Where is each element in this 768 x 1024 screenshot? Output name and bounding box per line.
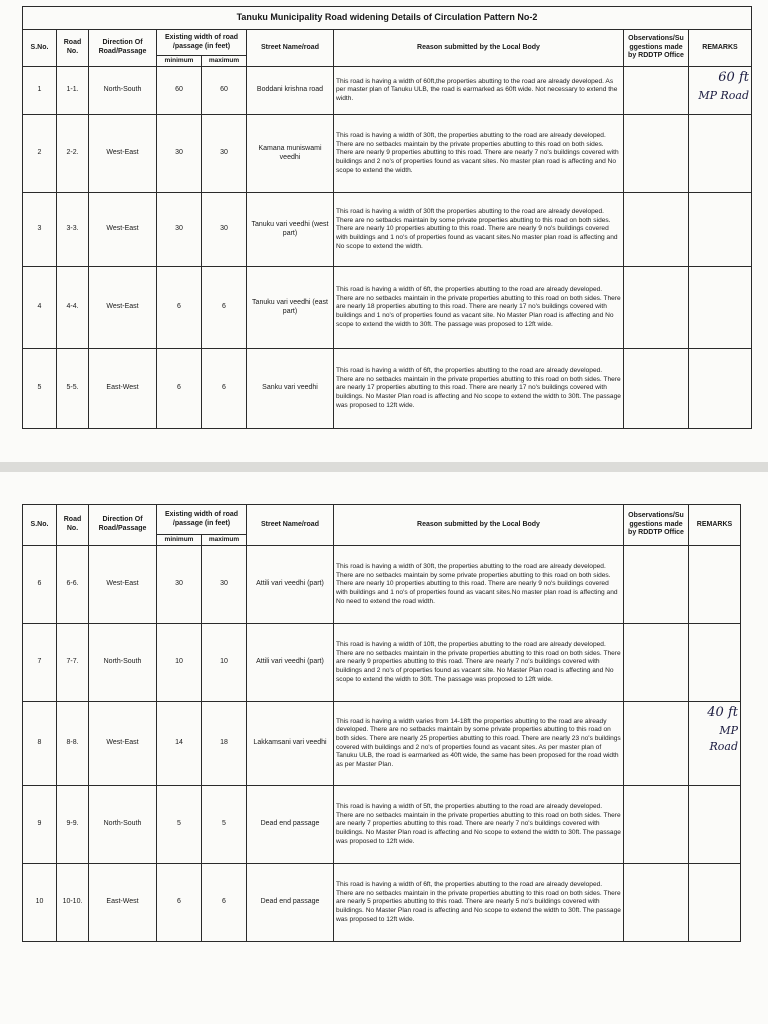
cell-road-no: 8-8. (57, 702, 89, 786)
cell-road-no: 1-1. (57, 67, 89, 115)
cell-width-max: 10 (202, 624, 247, 702)
cell-width-min: 14 (157, 702, 202, 786)
header-remarks: REMARKS (689, 30, 752, 67)
page-gap (0, 462, 768, 472)
cell-street-name: Sanku vari veedhi (247, 349, 334, 429)
cell-road-no: 2-2. (57, 115, 89, 193)
cell-observations (624, 349, 689, 429)
cell-sno: 6 (23, 546, 57, 624)
header-observations: Observations/Su ggestions made by RDDTP Office (624, 505, 689, 546)
header-road-no: Road No. (57, 30, 89, 67)
handwritten-remark-width: 40 ft (707, 705, 738, 721)
table-row (23, 786, 741, 864)
cell-remarks (689, 624, 741, 702)
cell-width-min: 6 (157, 267, 202, 349)
cell-direction: West-East (89, 702, 157, 786)
header-reason: Reason submitted by the Local Body (334, 30, 624, 67)
cell-observations (624, 786, 689, 864)
cell-remarks (689, 702, 741, 786)
cell-reason: This road is having a width of 30ft the properties abutting to the road are already developed. There are no setbacks maintain by some private properties abutting to this road on both sides. There are nearly 10 properties abutting to this road. There are nearly 9 no's buildings covered with buildings and 1 no's of properties found as vacant sites.No master plan road is affecting and No scope to extend the width. (334, 193, 624, 267)
cell-width-min: 10 (157, 624, 202, 702)
cell-street-name: Boddani krishna road (247, 67, 334, 115)
cell-reason: This road is having a width of 30ft, the properties abutting to the road are already developed. There are no setbacks maintain by some private properties abutting to this road on both sides. There are nearly 10 properties abutting to this road. There are nearly 9 no's buildings covered with buildings and 1 no's of properties found as vacant sites.No master plan road is affecting and No need to extend the road width. (334, 546, 624, 624)
table-row (23, 702, 741, 786)
cell-observations (624, 546, 689, 624)
header-width: Existing width of road /passage (in feet) (157, 505, 247, 535)
handwritten-remark-note: MP Road (698, 88, 749, 102)
cell-remarks (689, 267, 752, 349)
cell-remarks (689, 115, 752, 193)
cell-width-max: 18 (202, 702, 247, 786)
cell-street-name: Kamana muniswami veedhi (247, 115, 334, 193)
header-remarks: REMARKS (689, 505, 741, 546)
cell-direction: West-East (89, 267, 157, 349)
cell-width-min: 30 (157, 193, 202, 267)
cell-road-no: 9-9. (57, 786, 89, 864)
header-direction: Direction Of Road/Passage (89, 505, 157, 546)
header-minimum: minimum (157, 535, 202, 546)
cell-direction: West-East (89, 193, 157, 267)
cell-direction: North-South (89, 67, 157, 115)
table-row (23, 193, 752, 267)
cell-width-max: 6 (202, 349, 247, 429)
cell-street-name: Tanuku vari veedhi (west part) (247, 193, 334, 267)
cell-direction: North-South (89, 786, 157, 864)
cell-reason: This road is having a width varies from 14-18ft the properties abutting to the road are already developed. There are no setbacks maintain by some private properties abutting to this road on both sides. There are nearly 25 properties abutting to this road. There are nearly 23 no's buildings covered with buildings and 2 no's of properties found as vacant sites. As per master plan of Tanuku ULB, the road is earmarked as 40ft wide, the same has been proposed for the road width as per Master Plan. (334, 702, 624, 786)
cell-road-no: 6-6. (57, 546, 89, 624)
cell-observations (624, 193, 689, 267)
cell-width-max: 30 (202, 546, 247, 624)
cell-remarks (689, 864, 741, 942)
header-direction: Direction Of Road/Passage (89, 30, 157, 67)
header-minimum: minimum (157, 56, 202, 67)
cell-remarks (689, 67, 752, 115)
handwritten-remark-note: MP Road (709, 723, 738, 754)
cell-reason: This road is having a width of 30ft, the properties abutting to the road are already developed. There are no setbacks maintain by the private properties abutting to this road on both sides. There are nearly 9 properties abutting to this road. There are nearly 7 no's buildings covered with buildings and 2 no's of properties found as vacant sites. No master plan road is affecting and No scope to extend the width. (334, 115, 624, 193)
cell-direction: West-East (89, 546, 157, 624)
cell-width-max: 30 (202, 193, 247, 267)
cell-street-name: Dead end passage (247, 786, 334, 864)
cell-reason: This road is having a width of 6ft, the properties abutting to the road are already developed. There are no setbacks maintain in the private properties abutting to this road on both sides. There are nearly 17 properties abutting to this road. There are nearly 17 no's buildings covered with buildings. No Master Plan road is affecting and No scope to extend the width to 30ft. The passage was proposed to 12ft wide. (334, 349, 624, 429)
cell-street-name: Dead end passage (247, 864, 334, 942)
cell-sno: 1 (23, 67, 57, 115)
cell-sno: 9 (23, 786, 57, 864)
cell-observations (624, 115, 689, 193)
cell-observations (624, 624, 689, 702)
cell-remarks (689, 349, 752, 429)
cell-direction: North-South (89, 624, 157, 702)
table-row (23, 67, 752, 115)
cell-road-no: 4-4. (57, 267, 89, 349)
header-sno: S.No. (23, 30, 57, 67)
cell-road-no: 10-10. (57, 864, 89, 942)
header-road-no: Road No. (57, 505, 89, 546)
cell-road-no: 7-7. (57, 624, 89, 702)
cell-width-min: 5 (157, 786, 202, 864)
table-row (23, 349, 752, 429)
table-row (23, 546, 741, 624)
cell-width-max: 6 (202, 864, 247, 942)
cell-width-min: 60 (157, 67, 202, 115)
cell-street-name: Attili vari veedhi (part) (247, 546, 334, 624)
table-row (23, 115, 752, 193)
cell-width-max: 5 (202, 786, 247, 864)
handwritten-remark-width: 60 ft (718, 70, 749, 86)
cell-observations (624, 702, 689, 786)
header-maximum: maximum (202, 56, 247, 67)
cell-direction: West-East (89, 115, 157, 193)
road-table-part-2 (22, 504, 741, 942)
cell-sno: 2 (23, 115, 57, 193)
cell-sno: 8 (23, 702, 57, 786)
header-maximum: maximum (202, 535, 247, 546)
cell-width-min: 30 (157, 546, 202, 624)
table-row (23, 864, 741, 942)
cell-remarks (689, 193, 752, 267)
cell-street-name: Tanuku vari veedhi (east part) (247, 267, 334, 349)
cell-observations (624, 67, 689, 115)
cell-sno: 3 (23, 193, 57, 267)
header-street: Street Name/road (247, 30, 334, 67)
table-row (23, 267, 752, 349)
cell-width-min: 30 (157, 115, 202, 193)
cell-width-max: 60 (202, 67, 247, 115)
document-title: Tanuku Municipality Road widening Details of Circulation Pattern No-2 (23, 7, 752, 30)
cell-sno: 7 (23, 624, 57, 702)
cell-street-name: Attili vari veedhi (part) (247, 624, 334, 702)
cell-width-min: 6 (157, 349, 202, 429)
cell-remarks (689, 786, 741, 864)
cell-observations (624, 864, 689, 942)
header-reason: Reason submitted by the Local Body (334, 505, 624, 546)
cell-reason: This road is having a width of 60ft,the properties abutting to the road are already developed. As per master plan of Tanuku ULB, the road is earmarked as 60ft wide. Not necessary to extend the width. (334, 67, 624, 115)
header-width: Existing width of road /passage (in feet) (157, 30, 247, 56)
cell-road-no: 3-3. (57, 193, 89, 267)
cell-sno: 5 (23, 349, 57, 429)
cell-width-max: 30 (202, 115, 247, 193)
cell-street-name: Lakkamsani vari veedhi (247, 702, 334, 786)
cell-width-max: 6 (202, 267, 247, 349)
cell-reason: This road is having a width of 5ft, the properties abutting to the road are already developed. There are no setbacks maintain in the private properties abutting to this road on both sides. There are nearly 7 properties abutting to this road. There are nearly 7 no's buildings covered with buildings. No Master Plan road is affecting and No scope to extend the width to 30ft. The passage was proposed to 12ft wide. (334, 786, 624, 864)
cell-sno: 4 (23, 267, 57, 349)
road-table-part-1 (22, 6, 752, 429)
header-observations: Observations/Su ggestions made by RDDTP Office (624, 30, 689, 67)
header-street: Street Name/road (247, 505, 334, 546)
cell-reason: This road is having a width of 6ft, the properties abutting to the road are already developed. There are no setbacks maintain in the private properties abutting to this road on both sides. There are nearly 5 properties abutting to this road. There are nearly 5 no's buildings covered with buildings. No Master Plan road is affecting and No scope to extend the width to 30ft. The passage was proposed to 12ft wide. (334, 864, 624, 942)
cell-sno: 10 (23, 864, 57, 942)
cell-remarks (689, 546, 741, 624)
cell-road-no: 5-5. (57, 349, 89, 429)
cell-observations (624, 267, 689, 349)
cell-direction: East-West (89, 349, 157, 429)
cell-reason: This road is having a width of 6ft, the properties abutting to the road are already developed. There are no setbacks maintain in the private properties abutting to this road on both sides. There are nearly 18 properties abutting to this road. There are nearly 17 no's buildings covered with buildings and 1 no's of properties found as vacant site. No Master Plan road is affecting and No scope to extend the width to 30ft. The passage was proposed to 12ft wide. (334, 267, 624, 349)
header-sno: S.No. (23, 505, 57, 546)
table-row (23, 624, 741, 702)
cell-reason: This road is having a width of 10ft, the properties abutting to the road are already developed. There are no setbacks maintain in the private properties abutting to this road on both sides. There are nearly 9 properties abutting to this road. There are nearly 7 no's buildings covered with buildings and 2 no's of properties found as vacant site. No Master Plan road is affecting and No scope to extend the width to 30ft. The passage was proposed to 12ft wide. (334, 624, 624, 702)
cell-direction: East-West (89, 864, 157, 942)
cell-width-min: 6 (157, 864, 202, 942)
